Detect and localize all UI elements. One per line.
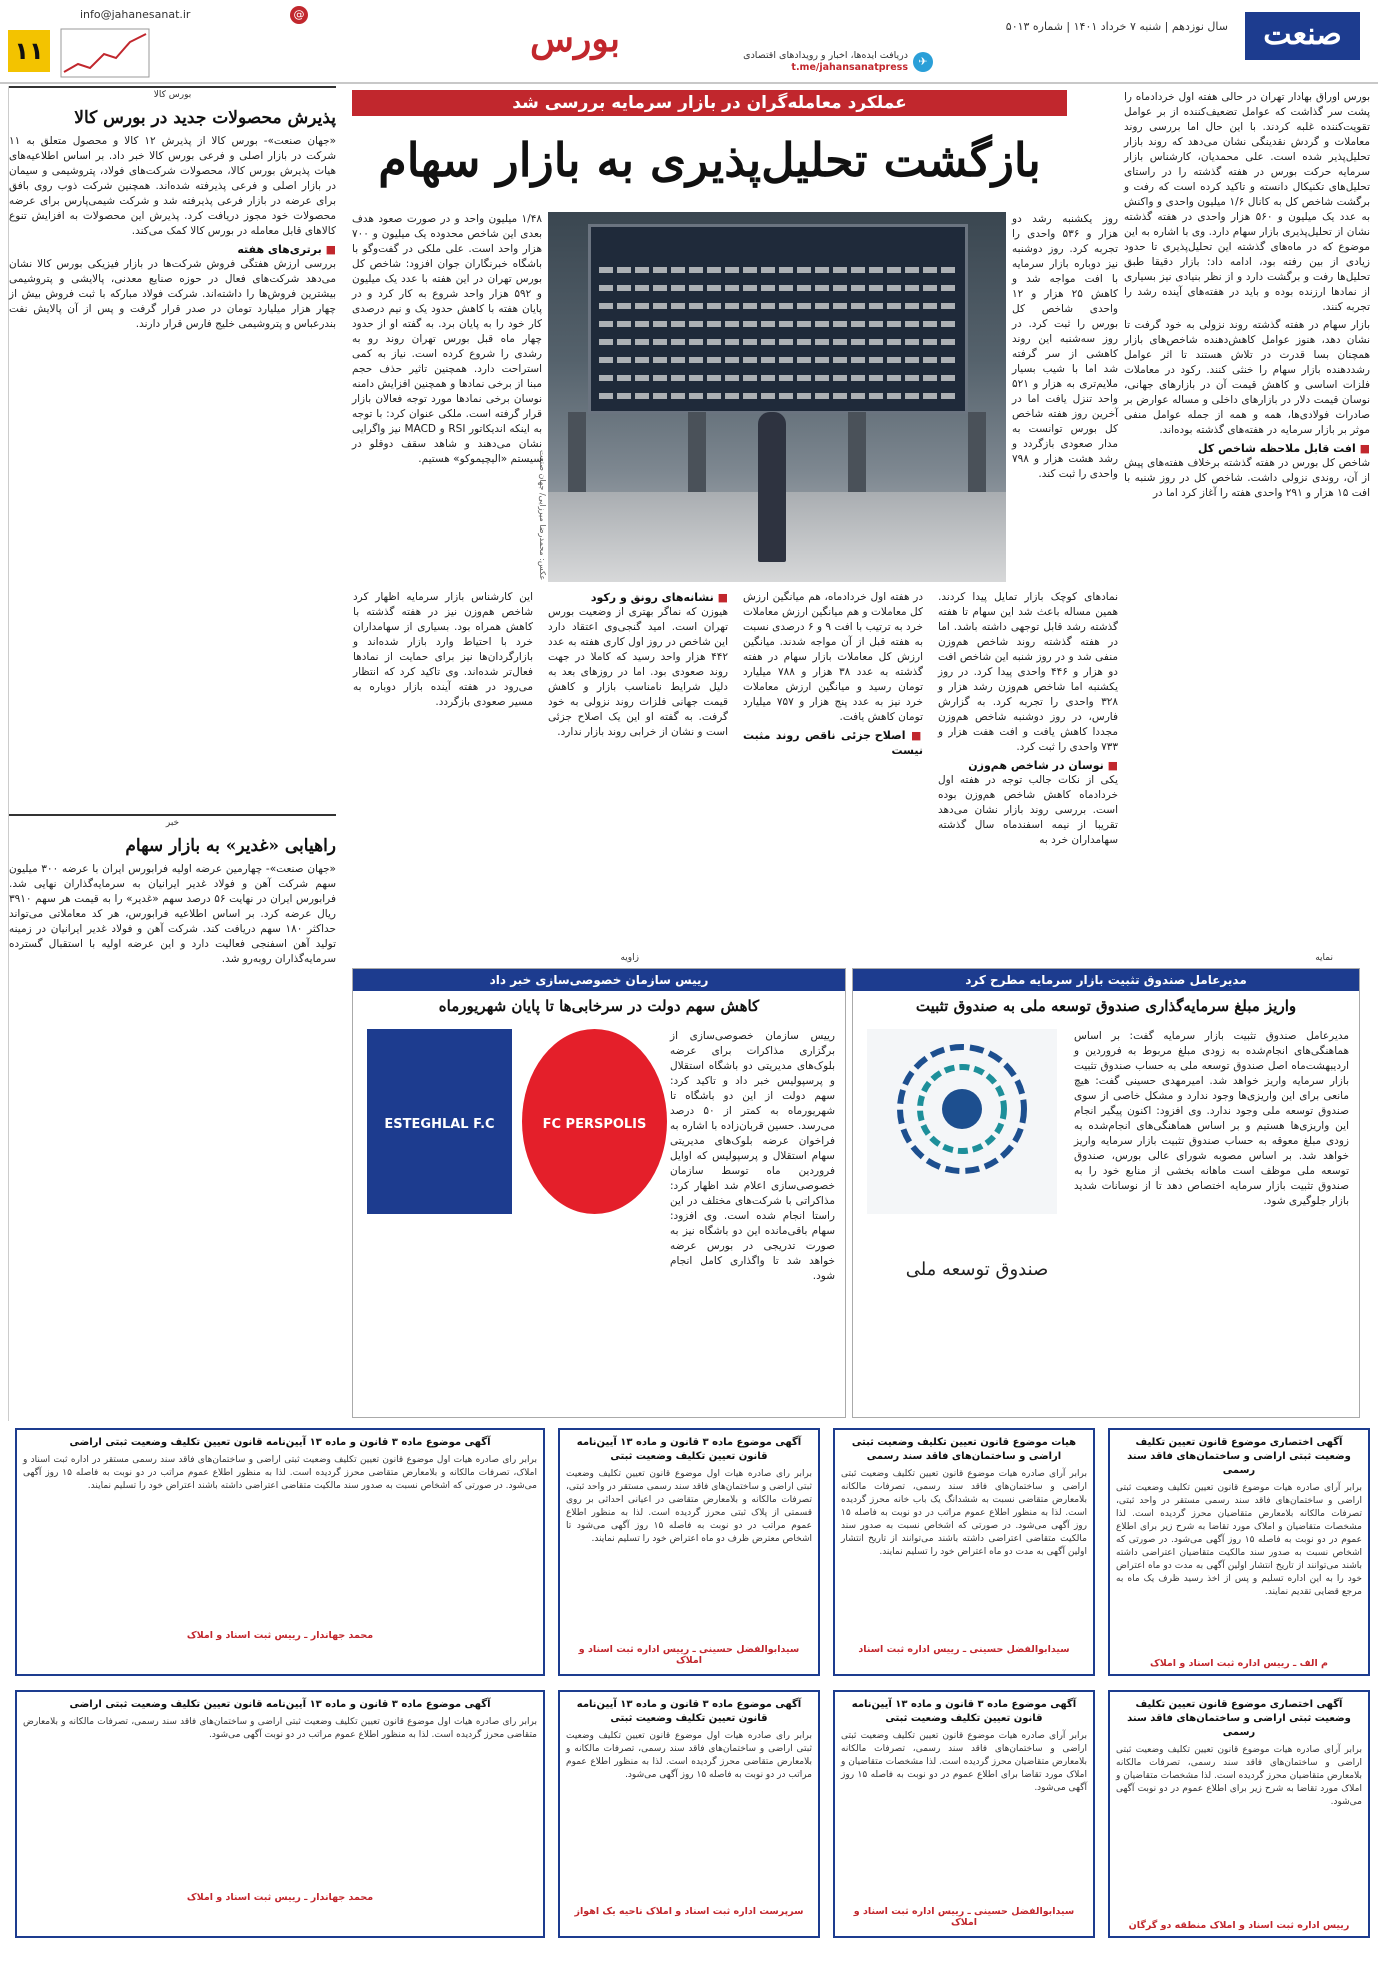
ad-title: آگهی موضوع ماده ۳ قانون و ماده ۱۳ آیین‌نامه قانون تعیین تکلیف وضعیت ثبتی اراضی	[69, 1437, 491, 1448]
photo-credit: عکس: محمدرضا میرزایی/ جهان صنعت	[538, 450, 547, 581]
telegram-caption: دریافت ایده‌ها، اخبار و رویدادهای اقتصادی	[743, 50, 908, 61]
section-label: بورس کالا	[9, 86, 336, 102]
section-label: خبر	[9, 814, 336, 830]
stock-board	[588, 224, 968, 414]
masthead	[0, 0, 1378, 84]
paragraph: «جهان صنعت»- بورس کالا از پذیرش ۱۲ کالا و محصول متعلق به ۱۱ شرکت در بازار اصلی و فرعی بورس کالا خبر داد. بر اساس اطلاعیه‌های هیات پذیرش بورس کالا، محصولات شرکت‌های فولاد، پتروشیمی و سیمان در بازار اصلی و فرعی پذیرفته شده‌اند. همچنین شرکت ذوب روی بافق برای عرضه در بازار فرعی پذیرفته شد و شرکت شیمی‌پارس برای عرضه محصولات خود مجوز دریافت کرد. پذیرش این محصولات به افزایش تنوع کالاهای قابل معامله در بورس کالا کمک می‌کند.	[9, 135, 336, 237]
issue-line: سال نوزدهم | شنبه ۷ خرداد ۱۴۰۱ | شماره ۵۰۱۳	[1005, 20, 1228, 33]
ad-box[interactable]	[833, 1428, 1095, 1676]
telegram-channel[interactable]	[743, 50, 908, 74]
ad-signature: سیدابوالفضل حسینی ـ رییس اداره ثبت اسناد و املاک	[578, 1644, 800, 1666]
section-title: بورس	[530, 18, 620, 60]
lower-column-1	[938, 590, 1118, 846]
ad-box[interactable]	[15, 1428, 545, 1676]
walking-person	[758, 412, 786, 562]
paragraph: نمادهای کوچک بازار تمایل پیدا کردند. همین مساله باعث شد این سهام تا هفته گذشته رشد قابل توجهی داشته باشد. اما در هفته گذشته روند شاخص هم‌وزن منفی شد و در روز شنبه این شاخص افت دو هزار و ۴۴۶ واحدی پیدا کرد. در روز یکشنبه اما شاخص هم‌وزن رشد هزار و ۳۲۸ واحدی را تجربه کرد. به گزارش فارس، در روز دوشنبه شاخص هم‌وزن مجددا کاهش یافت و افت هفت هزار و ۷۳۳ واحدی را ثبت کرد.	[938, 591, 1118, 753]
ad-title: آگهی موضوع ماده ۳ قانون و ماده ۱۳ آیین‌نامه قانون تعیین تکلیف وضعیت ثبتی	[576, 1699, 802, 1724]
subheading: ■ افت قابل ملاحظه شاخص کل	[1124, 441, 1370, 456]
ad-title: آگهی اختصاری موضوع قانون تعیین تکلیف وضعیت ثبتی اراضی و ساختمان‌های فاقد سند رسمی	[1127, 1699, 1351, 1738]
email-icon[interactable]: @	[290, 6, 308, 24]
fund-name: صندوق توسعه ملی	[905, 1259, 1049, 1280]
main-kicker: عملکرد معامله‌گران در بازار سرمایه بررسی شد	[352, 90, 1067, 116]
ad-box[interactable]	[1108, 1428, 1370, 1676]
paragraph: بررسی ارزش هفتگی فروش شرکت‌ها در بازار فیزیکی بورس کالا نشان می‌دهد شرکت‌های فعال در حوزه صنایع معدنی، پالایشی و پتروشیمی بیشترین فروش‌ها را داشته‌اند. شرکت فولاد مبارکه با ثبت فروش بیش از چهار هزار میلیارد تومان در صدر قرار گرفت و پس از آن پالایش نفت بندرعباس و پتروشیمی خلیج فارس قرار دارند.	[9, 258, 336, 330]
ad-title: آگهی اختصاری موضوع قانون تعیین تکلیف وضعیت ثبتی اراضی و ساختمان‌های فاقد سند رسمی	[1127, 1437, 1351, 1476]
box-body: مدیرعامل صندوق تثبیت بازار سرمایه گفت: بر اساس هماهنگی‌های انجام‌شده به زودی مبلغ مربوط به فروردین و اردیبهشت‌ماه اصل صندوق توسعه ملی به حساب صندوق تثبیت بازار سرمایه واریز خواهد شد. امیرمهدی حسینی گفت: هیچ مانعی برای این واریزی‌ها وجود ندارد و مشکل خاصی از سوی صندوق توسعه ملی وجود ندارد. وی افزود: اکنون پیگیر انجام این واریزی‌ها هستیم و بر اساس هماهنگی‌های انجام‌شده به زودی مبلغ معوقه به حساب صندوق تثبیت بازار سرمایه واریز خواهد شد. بر اساس مصوبه شورای عالی بورس، صندوق توسعه ملی موظف است ماهانه بخشی از منابع خود را به صندوق تثبیت بازار سرمایه اختصاص دهد تا از نوسانات شدید بازار جلوگیری شود.	[1074, 1030, 1349, 1207]
box-kicker: مدیرعامل صندوق تثبیت بازار سرمایه مطرح کرد	[853, 969, 1359, 991]
subheading: ■ نشانه‌های رونق و رکود	[548, 590, 728, 605]
subheading: ■ اصلاح جزئی ناقص روند مثبت نیست	[743, 728, 923, 758]
ad-signature: رییس اداره ثبت اسناد و املاک منطقه دو گرگان	[1128, 1920, 1350, 1931]
subheading: ■ برتری‌های هفته	[9, 242, 336, 257]
left-column	[8, 86, 336, 1421]
ad-box[interactable]	[833, 1690, 1095, 1938]
ad-title: هیات موضوع قانون تعیین تکلیف وضعیت ثبتی اراضی و ساختمان‌های فاقد سند رسمی	[851, 1437, 1077, 1462]
paragraph: بازار سهام در هفته گذشته روند نزولی به خود گرفت تا نشان دهد، هنوز عوامل کاهش‌دهنده شاخص‌های بازار همچنان بسا قدرت در تلاش هستند تا اثر عوامل رشددهنده بازار سهام را خنثی کنند. رکود در معاملات فلزات اساسی و کاهش قیمت آن در بازارهای جهانی، نوسان قیمت دلار در بازارهای داخلی و مساله عوارض بر صادرات فولادی‌ها، همه و همه از جمله عوامل منفی موثر بر بازار سرمایه در هفته‌های گذشته بوده‌اند.	[1124, 319, 1370, 436]
ad-signature: سیدابوالفضل حسینی ـ رییس اداره ثبت اسناد و املاک	[853, 1906, 1075, 1928]
paragraph: هیوزن که نماگر بهتری از وضعیت بورس تهران است. امید گنجی‌وی اعتقاد دارد این شاخص در روز اول کاری هفته به عدد ۴۴۲ هزار واحد رسید که کاملا در جهت روند صعودی بود. اما در روزهای بعد به دلیل شرایط نامناسب بازار و کاهش قیمت جهانی فلزات روند نزولی به خود گرفت. به گفته او این یک اصلاح جزئی است و نشان از خرابی روند بازار ندارد.	[548, 606, 728, 738]
esteghlal-logo: ESTEGHLAL F.C	[367, 1029, 512, 1214]
ad-box[interactable]	[1108, 1690, 1370, 1938]
lower-column-4: این کارشناس بازار سرمایه اظهار کرد شاخص هم‌وزن نیز در هفته گذشته با کاهش همراه بود. بسیاری از سهامداران خرد با احتیاط وارد بازار شده‌اند و بازارگردان‌ها نیز برای حمایت از نمادها فعال‌تر شده‌اند. وی تاکید کرد که انتظار می‌رود در هفته آینده بازار دوباره به مسیر صعودی بازگردد.	[353, 591, 533, 708]
national-development-fund-logo	[867, 1029, 1057, 1280]
lower-column-3	[548, 590, 728, 825]
ad-signature: سیدابوالفضل حسینی ـ رییس اداره ثبت اسناد	[858, 1644, 1070, 1655]
paragraph: یکی از نکات جالب توجه در هفته اول خردادماه کاهش شاخص هم‌وزن بوده است. بررسی روند بازار نشان می‌دهد تقریبا از نیمه اسفندماه سال گذشته سهامداران خرد به	[938, 774, 1118, 846]
fund-story-box	[852, 953, 1360, 1418]
telegram-icon[interactable]: ✈	[913, 52, 933, 72]
ad-title: آگهی موضوع ماده ۳ قانون و ماده ۱۳ آیین‌نامه قانون تعیین تکلیف وضعیت ثبتی	[851, 1699, 1077, 1724]
paragraph: در هفته اول خردادماه، هم میانگین ارزش کل معاملات و هم میانگین ارزش معاملات خرد به ترتیب با افت ۹ و ۶ درصدی نسبت به هفته قبل از آن مواجه شدند. میانگین ارزش کل معاملات بازار سهام در هفته گذشته به عدد ۳۸ هزار و ۷۸۸ میلیارد تومان رسید و میانگین ارزش معاملات خرد نیز به عدد پنج هزار و ۷۵۷ میلیارد تومان کاهش یافت.	[743, 591, 923, 723]
ad-body: برابر آرای صادره هیات موضوع قانون تعیین تکلیف وضعیت ثبتی اراضی و ساختمان‌های فاقد سند رسمی، تصرفات مالکانه بلامعارض متقاضی نسبت به ششدانگ یک باب خانه محرز گردیده است. لذا به منظور اطلاع عموم مراتب در دو نوبت به فاصله ۱۵ روز آگهی می‌شود. در صورتی که اشخاص نسبت به صدور سند مالکیت متقاضی اعتراضی داشته باشند می‌توانند از تاریخ انتشار اولین آگهی به مدت دو ماه اعتراض خود را تسلیم نمایند.	[841, 1469, 1087, 1557]
paragraph: بورس اوراق بهادار تهران در حالی هفته اول خردادماه را پشت سر گذاشت که عوامل تضعیف‌کننده از بر عوامل تقویت‌کننده غلبه کردند. با این حال اما بررسی روند معاملات و گردش نقدینگی نشان می‌دهد که روند بازار تحلیل‌پذیر شده است. علی محمدیان، کارشناس بازار سرمایه حرکت بورس در هفته گذشته را در راستای تحلیل‌های تکنیکال دانسته و تاکید کرده است که رفت و برگشت شاخص کل به کانال ۱/۶ میلیون واحدی و واکنش به عدد یک میلیون و ۵۶۰ هزار واحدی در هفته گذشته نشان از تحلیل‌پذیری بازار سهام دارد. وی با اشاره به این موضوع که در ماه‌های گذشته این تحلیل‌پذیری تا حدود زیادی از بین رفته بود، ادامه داد: بازار دقیقا طبق تحلیل‌ها رفت و برگشت دارد و از نظر بنیادی نیز بسیاری از نمادها ارزنده بوده و باید در هفته‌های آینده رشد را تجربه کنند.	[1124, 91, 1371, 313]
main-story-column-3: ۱/۴۸ میلیون واحد و در صورت صعود هدف بعدی این شاخص محدوده یک میلیون و ۷۰۰ هزار واحد است. علی ملکی در گفت‌وگو با باشگاه خبرنگاران جوان افزود: شاخص کل بورس تهران در این هفته با عدد یک میلیون و ۵۹۲ هزار واحد شروع به کار کرد و در پایان هفته با کاهش حدود یک و نیم درصدی کار خود را به پایان برد. به گفته او از حدود چهار ماه قبل بورس تهران روند رو به رشدی را شروع کرده است. نیاز به کمی استراحت دارد. همچنین تاثیر حذف حجم مبنا از برخی نمادها و همچنین افزایش دامنه نوسان برخی نمادها مورد توجه فعالان بازار قرار گرفته است. ملکی عنوان کرد: با توجه به اینکه اندیکاتور RSI و MACD نیز واگرایی نشان می‌دهند و شاهد سقف دوقلو در سیستم «الیچیموکو» هستیم.	[352, 213, 542, 465]
stock-exchange-photo	[548, 212, 1006, 582]
main-headline[interactable]: بازگشت تحلیل‌پذیری به بازار سهام	[378, 133, 1041, 187]
trend-chart-icon	[60, 28, 150, 78]
box-tag: نمایه	[1309, 953, 1339, 963]
fund-emblem-icon	[867, 1029, 1057, 1189]
telegram-link[interactable]: t.me/jahansanatpress	[791, 62, 908, 73]
story-title-commodity[interactable]: پذیرش محصولات جدید در بورس کالا	[74, 108, 336, 128]
ad-signature: م الف ـ رییس اداره ثبت اسناد و املاک	[1149, 1658, 1329, 1669]
ad-signature: سرپرست اداره ثبت اسناد و املاک ناحیه یک اهواز	[574, 1906, 804, 1917]
ad-body: برابر رای صادره هیات اول موضوع قانون تعیین تکلیف وضعیت ثبتی اراضی و ساختمان‌های فاقد سند رسمی، تصرفات مالکانه و بلامعارض متقاضی محرز گردیده است. لذا به منظور اطلاع عموم مراتب در دو نوبت آگهی می‌شود.	[23, 1717, 537, 1740]
ad-box[interactable]	[15, 1690, 545, 1938]
ad-box[interactable]	[558, 1690, 820, 1938]
main-story-column-1	[1124, 90, 1370, 825]
lower-column-2	[743, 590, 923, 825]
ad-body: برابر آرای صادره هیات موضوع قانون تعیین تکلیف وضعیت ثبتی اراضی و ساختمان‌های فاقد سند رسمی مستقر در واحد ثبتی، تصرفات مالکانه بلامعارض متقاضیان محرز گردیده است. لذا مشخصات متقاضیان و املاک مورد تقاضا به شرح زیر برای اطلاع عموم در دو نوبت به فاصله ۱۵ روز آگهی می‌شود. در صورتی که اشخاص نسبت به صدور سند مالکیت متقاضیان اعتراضی داشته باشند می‌توانند از تاریخ انتشار اولین آگهی به مدت دو ماه اعتراض خود را به این اداره تسلیم و پس از اخذ رسید ظرف یک ماه به مرجع قضایی تقدیم نمایند.	[1116, 1483, 1362, 1597]
ad-box[interactable]	[558, 1428, 820, 1676]
ad-body: برابر رای صادره هیات اول موضوع قانون تعیین تکلیف وضعیت ثبتی اراضی و ساختمان‌های فاقد سند رسمی مستقر در اداره ثبت اسناد و املاک، تصرفات مالکانه و بلامعارض متقاضی محرز گردیده است. لذا به منظور اطلاع عموم مراتب در دو نوبت به فاصله ۱۵ روز آگهی می‌شود. در صورتی که اشخاص نسبت به صدور سند مالکیت متقاضی اعتراضی داشته باشند اعتراض خود را تسلیم نمایند.	[23, 1455, 537, 1491]
paragraph: شاخص کل بورس در هفته گذشته برخلاف هفته‌های پیش از آن، روندی نزولی داشت. شاخص کل در روز شنبه با افت ۱۵ هزار و ۲۹۱ واحدی هفته را آغاز کرد اما در	[1124, 457, 1370, 499]
main-story-lower-columns	[352, 590, 1118, 846]
ad-title: آگهی موضوع ماده ۳ قانون و ماده ۱۳ آیین‌نامه قانون تعیین تکلیف وضعیت ثبتی اراضی	[69, 1699, 491, 1710]
story-body-commodity	[9, 134, 336, 474]
box-body: رییس سازمان خصوصی‌سازی از برگزاری مذاکرات برای عرضه بلوک‌های مدیریتی دو باشگاه استقلال و پرسپولیس خبر داد و تاکید کرد: سهم دولت از این دو باشگاه تا شهریورماه به کمتر از ۵۰ درصد می‌رسد. حسین قربان‌زاده با اشاره به فراخوان عرضه بلوک‌های مدیریتی سهام استقلال و پرسپولیس که اوایل فروردین ماه توسط سازمان خصوصی‌سازی اعلام شد اظهار کرد: مذاکراتی با شرکت‌های مختلف در این راستا انجام شده است. وی افزود: سهام باقی‌مانده این دو باشگاه نیز به صورت تدریجی در بورس عرضه خواهد شد تا واگذاری کامل انجام شود.	[670, 1030, 835, 1282]
ad-body: برابر آرای صادره هیات موضوع قانون تعیین تکلیف وضعیت ثبتی اراضی و ساختمان‌های فاقد سند رسمی، تصرفات مالکانه بلامعارض متقاضیان محرز گردیده است. لذا مشخصات متقاضیان و املاک مورد تقاضا به شرح زیر برای اطلاع عموم در دو نوبت آگهی می‌شود.	[1116, 1745, 1362, 1807]
box-kicker: رییس سازمان خصوصی‌سازی خبر داد	[353, 969, 845, 991]
main-story-column-2: روز یکشنبه رشد دو هزار و ۵۳۶ واحدی را تجربه کرد. روز دوشنبه نیز دوباره بازار سرمایه با افت مواجه شد و کاهش ۲۵ هزار و ۱۲ واحدی شاخص کل بورس را ثبت کرد. در روز سه‌شنبه این روند کاهشی از سر گرفته شد اما با شیب بسیار ملایم‌تری به هزار و ۵۲۱ واحد تنزل یافت اما در آخرین روز هفته شاخص کل بورس توانست به مدار صعودی بازگردد و رشد هشت هزار و ۷۹۸ واحدی را ثبت کند.	[1012, 213, 1118, 480]
ad-body: برابر آرای صادره هیات موضوع قانون تعیین تکلیف وضعیت ثبتی اراضی و ساختمان‌های فاقد سند رسمی، تصرفات مالکانه بلامعارض متقاضیان محرز گردیده است. لذا مشخصات متقاضیان و املاک مورد تقاضا برای اطلاع عموم در دو نوبت به فاصله ۱۵ روز آگهی می‌شود.	[841, 1731, 1087, 1793]
subheading: ■ نوسان در شاخص هم‌وزن	[938, 758, 1118, 773]
team-logos	[367, 1029, 667, 1214]
newspaper-logo[interactable]: صنعت	[1245, 12, 1360, 60]
ad-signature: محمد جهاندار ـ رییس ثبت اسناد و املاک	[186, 1630, 374, 1641]
page-number: ۱۱	[8, 30, 50, 72]
box-tag: زاویه	[614, 953, 645, 963]
ad-body: برابر رای صادره هیات اول موضوع قانون تعیین تکلیف وضعیت ثبتی اراضی و ساختمان‌های فاقد سند رسمی، تصرفات مالکانه و بلامعارض متقاضی محرز گردیده است. لذا به منظور اطلاع عموم مراتب در دو نوبت به فاصله ۱۵ روز آگهی می‌شود.	[566, 1731, 812, 1780]
story-body-ghadir: «جهان صنعت»- چهارمین عرضه اولیه فرابورس ایران با عرضه ۳۰۰ میلیون سهم شرکت آهن و فولاد غدیر ایرانیان به سرمایه‌گذاران نهایی شد. فرابورس ایران در نهایت ۵۶ درصد سهم «غدیر» را به قیمت هر سهم ۳۹۱۰ ریال عرضه کرد. بر اساس اطلاعیه فرابورس، هر کد معاملاتی می‌تواند حداکثر ۱۸۰ سهم دریافت کند. شرکت آهن و فولاد غدیر ایرانیان در زمینه تولید آهن اسفنجی فعالیت دارد و این عرضه اولیه با استقبال گسترده سرمایه‌گذاران روبه‌رو شد.	[9, 863, 336, 965]
box-title[interactable]: واریز مبلغ سرمایه‌گذاری صندوق توسعه ملی به صندوق تثبیت	[915, 997, 1297, 1015]
ad-signature: محمد جهاندار ـ رییس ثبت اسناد و املاک	[186, 1892, 374, 1903]
story-title-ghadir[interactable]: راهیابی «غدیر» به بازار سهام	[125, 836, 336, 856]
box-title[interactable]: کاهش سهم دولت در سرخابی‌ها تا پایان شهریورماه	[438, 997, 760, 1015]
ad-body: برابر رای صادره هیات اول موضوع قانون تعیین تکلیف وضعیت ثبتی اراضی و ساختمان‌های فاقد سند رسمی مستقر در واحد ثبتی، تصرفات مالکانه و بلامعارض متقاضی در اعیانی احداثی بر روی قسمتی از پلاک ثبتی محرز گردیده است. لذا به منظور اطلاع عموم مراتب در دو نوبت به فاصله ۱۵ روز آگهی می‌شود تا اشخاص معترض ظرف دو ماه اعتراض خود را تسلیم نمایند.	[566, 1469, 812, 1544]
classified-ads	[8, 1428, 1370, 1948]
perspolis-logo: FC PERSPOLIS	[522, 1029, 667, 1214]
privatization-story-box	[352, 953, 846, 1418]
ad-title: آگهی موضوع ماده ۳ قانون و ماده ۱۳ آیین‌نامه قانون تعیین تکلیف وضعیت ثبتی	[576, 1437, 802, 1462]
email-address[interactable]: info@jahanesanat.ir	[80, 8, 191, 21]
